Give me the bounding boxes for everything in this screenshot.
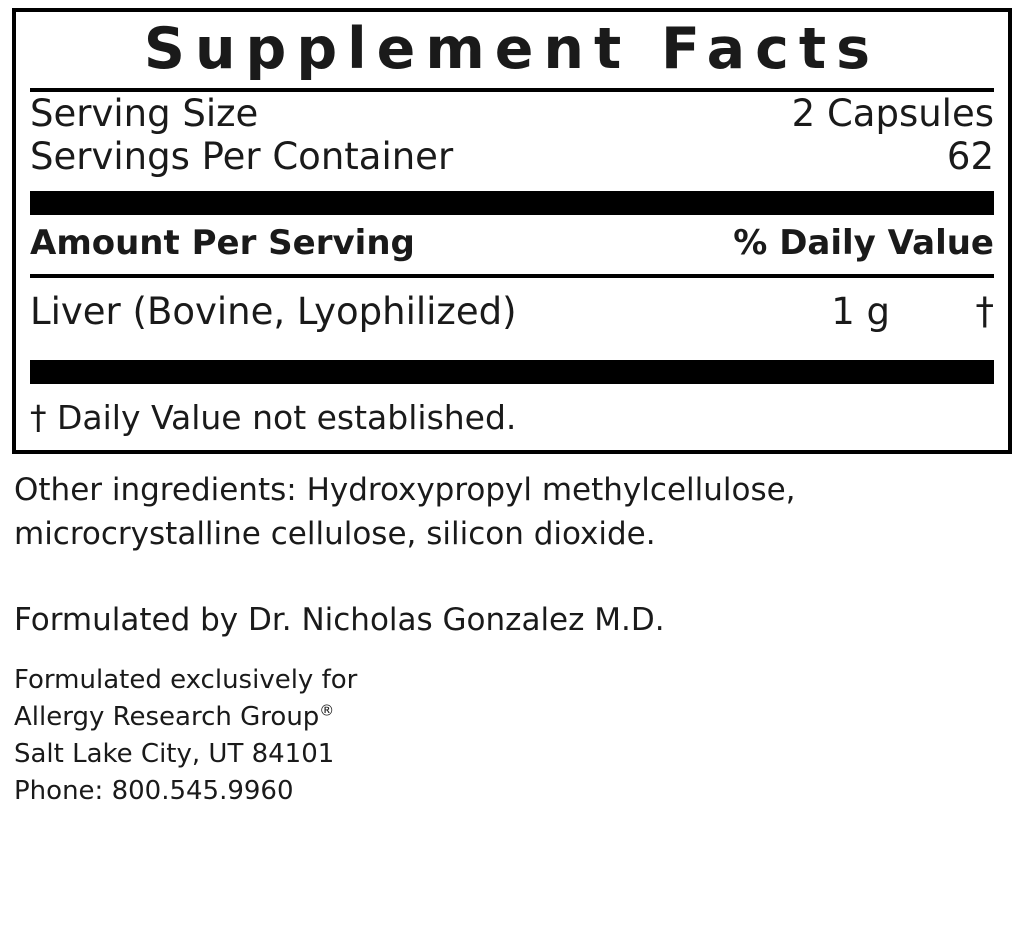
other-ingredients-text: Other ingredients: Hydroxypropyl methylcellulose, microcrystalline cellulose, silicon dioxide. — [14, 471, 796, 552]
ingredient-name: Liver (Bovine, Lyophilized) — [30, 289, 517, 333]
company-name: Allergy Research Group — [14, 702, 320, 733]
servings-per-container-value: 62 — [946, 135, 994, 179]
thick-divider-bottom — [30, 360, 994, 384]
company-phone: Phone: 800.545.9960 — [14, 775, 294, 806]
serving-size-value: 2 Capsules — [791, 91, 994, 135]
company-name-line — [14, 699, 1010, 736]
daily-value-footnote: † Daily Value not established. — [30, 398, 517, 438]
serving-size-row — [30, 92, 994, 136]
company-line-exclusive: Formulated exclusively for — [14, 665, 358, 696]
formulated-by-text: Formulated by Dr. Nicholas Gonzalez M.D. — [14, 601, 665, 638]
amount-per-serving-header: Amount Per Serving — [30, 223, 415, 264]
table-row — [30, 278, 994, 348]
thick-divider-top — [30, 191, 994, 215]
ingredient-amount: 1 g — [831, 289, 890, 333]
table-header-row — [30, 215, 994, 274]
panel-title: Supplement Facts — [143, 16, 881, 82]
daily-value-header: % Daily Value — [733, 223, 994, 264]
company-address: Salt Lake City, UT 84101 — [14, 739, 335, 770]
company-info — [12, 640, 1012, 810]
servings-per-container-row — [30, 135, 994, 179]
registered-trademark-icon: ® — [319, 701, 335, 720]
ingredient-daily-value: † — [975, 289, 994, 333]
servings-per-container-label: Servings Per Container — [30, 135, 454, 179]
serving-size-label: Serving Size — [30, 91, 259, 135]
supplement-facts-panel — [12, 8, 1012, 454]
